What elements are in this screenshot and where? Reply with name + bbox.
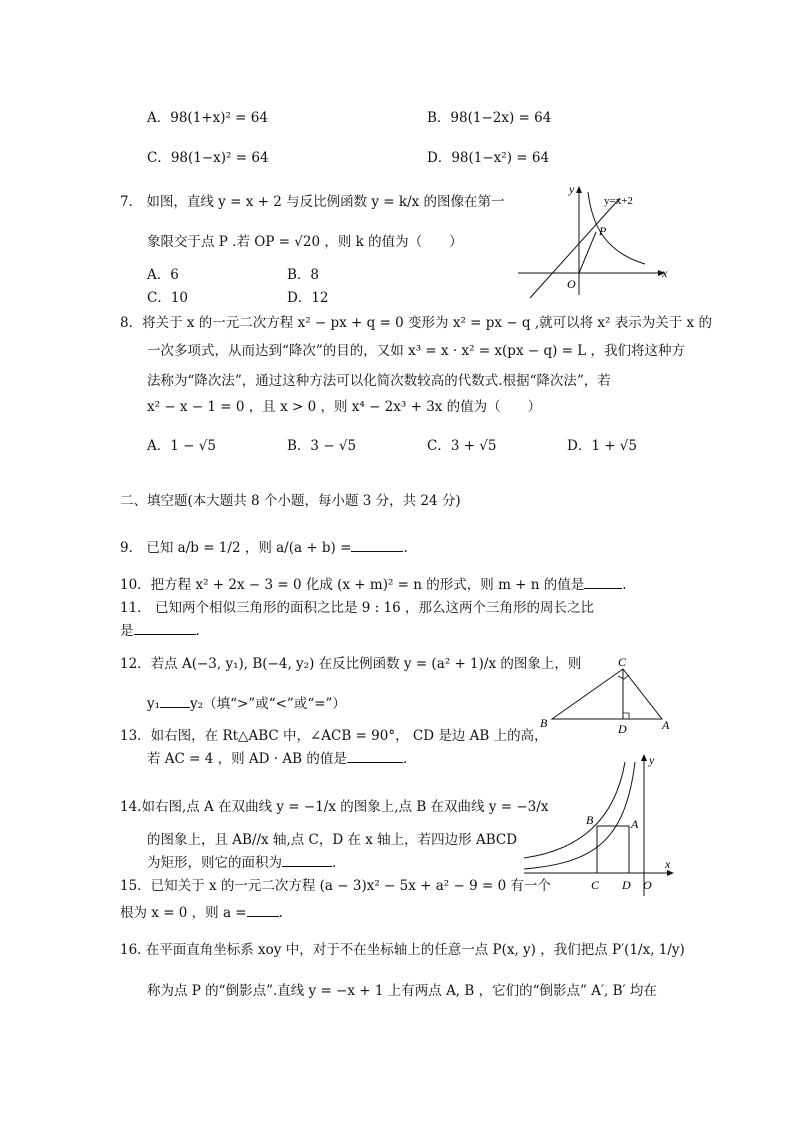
- q13-label-c: C: [618, 655, 627, 669]
- q8-stem-line1: 8．将关于 x 的一元二次方程 x² − px + q = 0 变形为 x² = px − q ,就可以将 x² 表示为关于 x 的: [120, 315, 712, 331]
- q13-stem-line1: 13．如右图，在 Rt△ABC 中，∠ACB = 90°， CD 是边 AB 上的高，: [120, 728, 548, 744]
- q8-stem-line3: 法称为“降次法”，通过这种方法可以化简次数较高的代数式.根据“降次法”，若: [147, 373, 611, 389]
- q14-y-arrow: [641, 754, 647, 761]
- q10-stem: [120, 574, 627, 595]
- q13-end: .: [402, 751, 408, 767]
- q6-option-d: D．98(1−x²) = 64: [427, 150, 550, 166]
- q7-op-segment: [579, 232, 596, 273]
- q6-option-b: B．98(1−2x) = 64: [427, 110, 552, 126]
- q14-stem-line3: [147, 852, 336, 873]
- q11-text: 是: [120, 623, 134, 639]
- q8-option-a: A．1 − √5: [147, 438, 216, 454]
- q8-stem-line4: x² − x − 1 = 0 ，且 x > 0 ，则 x⁴ − 2x³ + 3x 的值为（ ）: [147, 399, 542, 415]
- q8-option-c: C．3 + √5: [427, 438, 497, 454]
- q6-option-a: A．98(1+x)² = 64: [147, 110, 268, 126]
- q7-stem-line1: 7． 如图，直线 y = x + 2 与反比例函数 y = k/x 的图像在第一: [120, 194, 505, 210]
- q7-y-arrow: [576, 186, 582, 193]
- q12-stem-line1: 12．若点 A(−3, y₁), B(−4, y₂) 在反比例函数 y = (a² + 1)/x 的图象上，则: [120, 656, 582, 672]
- q13-text: 若 AC = 4 ，则 AD · AB 的值是: [147, 751, 347, 767]
- q12-answer-blank[interactable]: [160, 693, 190, 708]
- q7-graph: [510, 180, 680, 300]
- q14-label-d: D: [622, 878, 631, 892]
- q11-stem-line1: 11． 已知两个相似三角形的面积之比是 9 : 16 ，那么这两个三角形的周长之比: [120, 600, 594, 616]
- q15-answer-blank[interactable]: [247, 902, 279, 917]
- q11-stem-line2: [120, 620, 200, 641]
- q8-stem-line2: 一次多项式，从而达到“降次”的目的，又如 x³ = x · x² = x(px − q) = L ，我们将这种方: [147, 343, 686, 359]
- q14-rectangle: [597, 826, 629, 873]
- q7-label-y: y: [569, 182, 575, 196]
- q15-stem-line2: [120, 902, 283, 923]
- q9-end: .: [403, 540, 408, 556]
- q11-answer-blank[interactable]: [134, 620, 196, 635]
- q14-label-y: y: [649, 753, 655, 767]
- q9-answer-blank[interactable]: [351, 537, 403, 552]
- q8-option-d: D．1 + √5: [567, 438, 637, 454]
- q7-option-b: B．8: [287, 267, 320, 283]
- q7-label-x: x: [662, 266, 668, 280]
- q14-text: 为矩形，则它的面积为: [147, 855, 282, 871]
- q14-hyperbola-a: [524, 762, 635, 869]
- q7-stem-line2: 象限交于点 P .若 OP = √20 ，则 k 的值为（ ）: [147, 234, 463, 250]
- q14-end: .: [332, 855, 337, 871]
- q14-stem-line2: 的图象上，且 AB//x 轴,点 C，D 在 x 轴上，若四边形 ABCD: [147, 832, 518, 848]
- q14-label-x: x: [665, 857, 671, 871]
- q14-label-a: A: [631, 817, 639, 831]
- q11-end: .: [195, 623, 200, 639]
- q9-text: 9． 已知 a/b = 1/2 ，则 a/(a + b) =: [120, 540, 352, 556]
- q6-option-c: C．98(1−x)² = 64: [147, 150, 269, 166]
- q16-stem-line2: 称为点 P 的“倒影点”.直线 y = −x + 1 上有两点 A, B ，它们的“倒影点” A′, B′ 均在: [147, 983, 657, 999]
- q7-option-a: A．6: [147, 267, 179, 283]
- q12-y2: y₂（填“>”或“<”或“=”）: [190, 696, 346, 712]
- q13-label-d: D: [618, 722, 627, 735]
- q14-hyperbola-b: [524, 762, 625, 858]
- q8-option-b: B．3 − √5: [287, 438, 357, 454]
- q7-label-line: y=x+2: [604, 195, 633, 207]
- q13-right-angle-d: [623, 713, 629, 719]
- q10-text: 10．把方程 x² + 2x − 3 = 0 化成 (x + m)² = n 的形式，则 m + n 的值是: [120, 577, 585, 593]
- q7-option-d: D．12: [287, 290, 329, 306]
- q13-graph: [536, 655, 676, 735]
- q14-label-o: O: [643, 878, 652, 892]
- q14-label-c: C: [591, 878, 600, 892]
- q7-option-c: C．10: [147, 290, 189, 306]
- q14-stem-line1: 14.如右图,点 A 在双曲线 y = −1/x 的图象上,点 B 在双曲线 y = −3/x: [120, 799, 549, 815]
- q13-stem-line2: [147, 748, 407, 769]
- q13-label-a: A: [662, 718, 670, 732]
- q15-stem-line1: 15．已知关于 x 的一元二次方程 (a − 3)x² − 5x + a² − 9 = 0 有一个: [120, 878, 551, 894]
- section-title: 二、填空题(本大题共 8 个小题，每小题 3 分，共 24 分): [120, 493, 461, 509]
- q12-y1: y₁: [147, 696, 161, 712]
- q10-answer-blank[interactable]: [584, 574, 622, 589]
- q13-label-b: B: [540, 716, 548, 730]
- q13-answer-blank[interactable]: [347, 748, 403, 763]
- q15-text: 根为 x = 0 ，则 a =: [120, 905, 247, 921]
- q10-end: .: [622, 577, 627, 593]
- q9-stem: [120, 537, 408, 558]
- q13-triangle: [552, 669, 662, 719]
- q7-label-p: P: [599, 224, 607, 238]
- q15-end: .: [278, 905, 283, 921]
- q14-label-b: B: [586, 813, 594, 827]
- q14-answer-blank[interactable]: [282, 852, 332, 867]
- q12-stem-line2: [147, 693, 346, 714]
- q16-stem-line1: 16. 在平面直角坐标系 xoy 中，对于不在坐标轴上的任意一点 P(x, y) ，我们把点 P′(1/x, 1/y): [120, 942, 685, 958]
- q7-label-o: O: [567, 277, 576, 291]
